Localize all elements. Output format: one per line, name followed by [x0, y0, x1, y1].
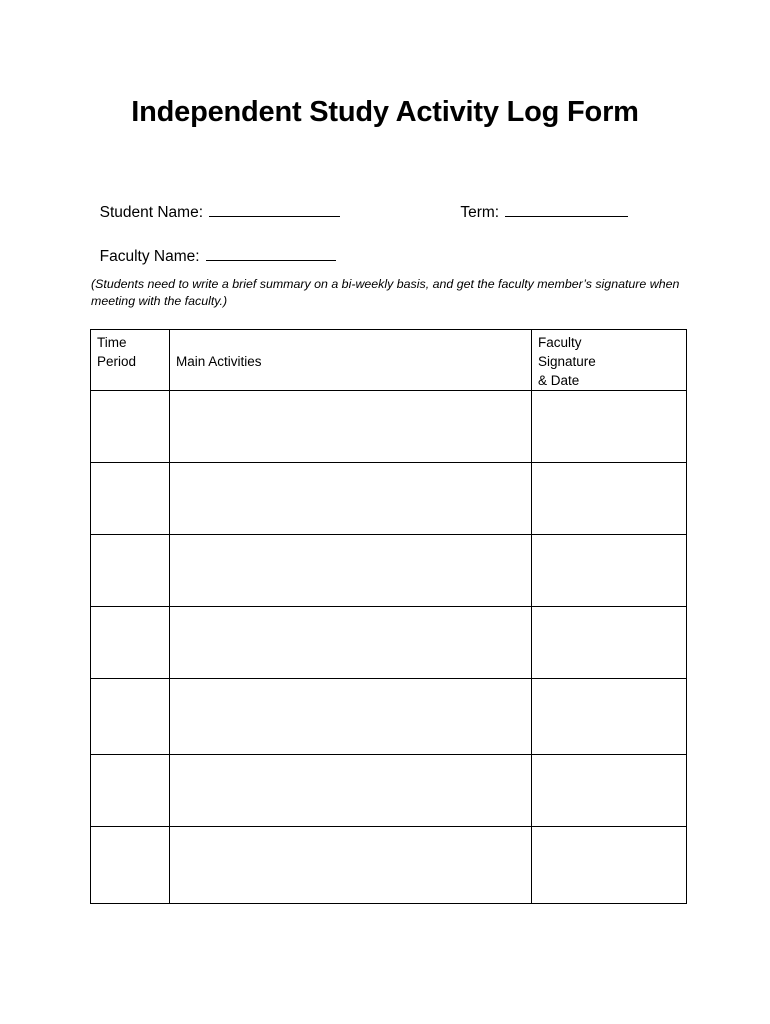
table-row — [91, 827, 687, 904]
faculty-name-label: Faculty Name: — [99, 248, 200, 265]
term-field — [452, 183, 628, 222]
table-row — [91, 607, 687, 679]
table-row — [91, 463, 687, 535]
faculty-name-blank[interactable] — [206, 245, 336, 261]
instructions-note: (Students need to write a brief summary on a bi-weekly basis, and get the faculty member’s signature when meeting with the faculty.) — [91, 277, 680, 308]
header-time-period — [91, 330, 170, 391]
faculty-signature-cell[interactable] — [532, 755, 687, 827]
form-title: Independent Study Activity Log Form — [131, 96, 639, 128]
faculty-signature-cell[interactable] — [532, 463, 687, 535]
main-activities-cell[interactable] — [170, 607, 532, 679]
student-name-label: Student Name: — [99, 204, 204, 221]
main-activities-cell[interactable] — [170, 755, 532, 827]
time-period-cell[interactable] — [91, 391, 170, 463]
term-label: Term: — [460, 204, 500, 221]
time-period-cell[interactable] — [91, 535, 170, 607]
time-period-cell[interactable] — [91, 755, 170, 827]
table-header-row — [91, 330, 687, 391]
main-activities-cell[interactable] — [170, 391, 532, 463]
faculty-signature-cell[interactable] — [532, 391, 687, 463]
main-activities-cell[interactable] — [170, 679, 532, 755]
student-name-blank[interactable] — [209, 201, 340, 217]
main-activities-cell[interactable] — [170, 827, 532, 904]
header-faculty-signature-label: Faculty Signature & Date — [538, 335, 596, 388]
table-row — [91, 679, 687, 755]
table-row — [91, 755, 687, 827]
term-blank[interactable] — [505, 201, 628, 217]
time-period-cell[interactable] — [91, 607, 170, 679]
time-period-cell[interactable] — [91, 827, 170, 904]
table-row — [91, 391, 687, 463]
faculty-signature-cell[interactable] — [532, 607, 687, 679]
activity-log-table — [90, 329, 687, 904]
main-activities-cell[interactable] — [170, 535, 532, 607]
time-period-cell[interactable] — [91, 463, 170, 535]
faculty-signature-cell[interactable] — [532, 679, 687, 755]
main-activities-cell[interactable] — [170, 463, 532, 535]
faculty-signature-cell[interactable] — [532, 535, 687, 607]
header-main-activities — [170, 330, 532, 391]
time-period-cell[interactable] — [91, 679, 170, 755]
student-name-field — [91, 183, 340, 222]
header-time-period-label: Time Period — [97, 335, 137, 369]
faculty-signature-cell[interactable] — [532, 827, 687, 904]
faculty-name-field — [91, 227, 336, 266]
header-main-activities-label: Main Activities — [176, 354, 262, 369]
header-faculty-signature — [532, 330, 687, 391]
table-row — [91, 535, 687, 607]
